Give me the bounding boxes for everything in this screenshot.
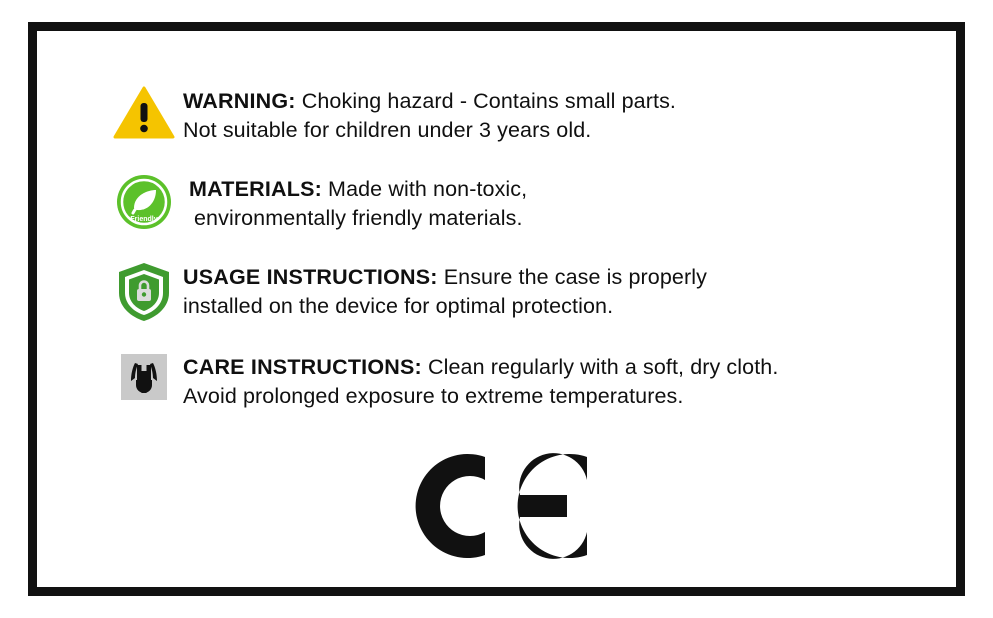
materials-line-2: environmentally friendly materials. — [194, 206, 523, 231]
certification-area — [37, 447, 956, 565]
materials-text — [183, 171, 915, 233]
list-item — [105, 83, 915, 145]
usage-text — [183, 259, 915, 321]
shield-protection-icon — [105, 259, 183, 323]
list-item — [105, 349, 915, 411]
warning-text — [183, 83, 915, 145]
warning-triangle-icon — [105, 83, 183, 141]
svg-text:Friendly: Friendly — [130, 216, 158, 224]
care-text — [183, 349, 915, 411]
care-line-2: Avoid prolonged exposure to extreme temperatures. — [183, 384, 684, 409]
warning-line-2: Not suitable for children under 3 years old. — [183, 118, 592, 143]
usage-line-2: installed on the device for optimal protection. — [183, 294, 614, 319]
instruction-rows — [105, 83, 915, 437]
care-line-1: Clean regularly with a soft, dry cloth. — [421, 355, 779, 380]
handle-with-care-icon — [105, 349, 183, 403]
materials-line-1: Made with non-toxic, — [321, 177, 528, 202]
usage-line-1: Ensure the case is properly — [437, 265, 707, 290]
list-item — [105, 171, 915, 233]
eco-friendly-leaf-icon — [105, 171, 183, 231]
warning-line-1: Choking hazard - Contains small parts. — [295, 89, 676, 113]
warning-heading: WARNING: — [183, 89, 296, 113]
list-item — [105, 259, 915, 323]
warning-label-card — [28, 22, 965, 596]
usage-heading: USAGE INSTRUCTIONS: — [183, 265, 438, 290]
ce-marking — [407, 447, 587, 565]
care-heading: CARE INSTRUCTIONS: — [183, 355, 422, 380]
materials-heading: MATERIALS: — [189, 177, 322, 202]
